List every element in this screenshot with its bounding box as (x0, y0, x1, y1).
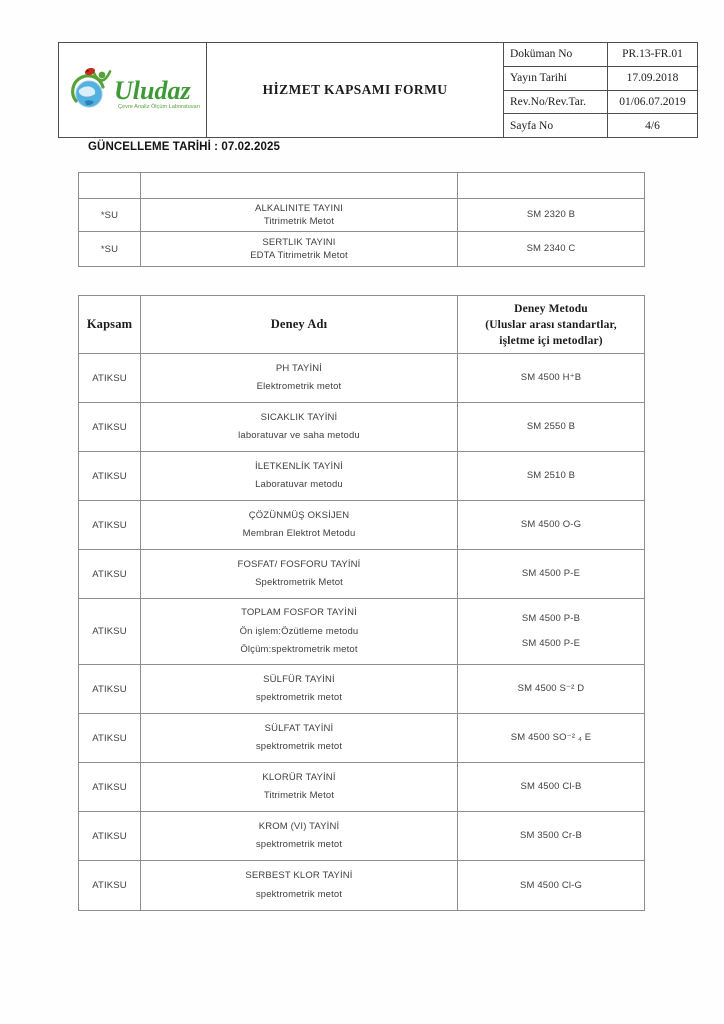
column-header-metod: Deney Metodu (Uluslar arası standartlar, işletme içi metodlar) (485, 302, 617, 347)
doc-info-value: 4/6 (645, 119, 660, 132)
doc-info-table (504, 43, 697, 137)
table-row (79, 403, 644, 452)
kapsam-cell: *SU (79, 199, 141, 231)
globe-icon (76, 81, 102, 107)
doc-info-label: Sayfa No (504, 114, 608, 137)
deney-cell: İLETKENLİK TAYİNİ Laboratuvar metodu (141, 452, 458, 500)
kapsam-cell: ATIKSU (79, 403, 141, 451)
deney-cell: SICAKLIK TAYİNİ laboratuvar ve saha metodu (141, 403, 458, 451)
table-row (79, 665, 644, 714)
metod-cell: SM 4500 P-B SM 4500 P-E (521, 613, 581, 649)
kapsam-cell: ATIKSU (79, 861, 141, 910)
deney-cell: TOPLAM FOSFOR TAYİNİ Ön işlem:Özütleme metodu Ölçüm:spektrometrik metot (141, 599, 458, 664)
deney-cell: ALKALINITE TAYINI Titrimetrik Metot (141, 199, 458, 231)
metod-cell: SM 4500 P-E (521, 568, 581, 579)
deney-cell: KROM (VI) TAYİNİ spektrometrik metot (141, 812, 458, 860)
metod-cell: SM 2550 B (526, 421, 576, 432)
kapsam-cell: ATIKSU (79, 501, 141, 549)
metod-cell: SM 4500 SO⁻² ₄ E (510, 732, 592, 743)
table-row (79, 501, 644, 550)
doc-info-row (504, 114, 697, 137)
su-header-metod (458, 173, 644, 198)
metod-cell: SM 4500 S⁻² D (517, 683, 585, 694)
brand-text: Uludaz (113, 76, 191, 105)
kapsam-cell: ATIKSU (79, 714, 141, 762)
kapsam-cell: ATIKSU (79, 763, 141, 811)
su-table (78, 172, 645, 267)
su-table-body (79, 199, 644, 266)
metod-cell: SM 4500 H⁺B (520, 372, 582, 383)
company-logo (59, 43, 207, 137)
table-row (79, 861, 644, 910)
deney-cell: SERBEST KLOR TAYİNİ spektrometrik metot (141, 861, 458, 910)
su-table-header-row (79, 173, 644, 199)
doc-info-row (504, 43, 697, 67)
form-title-cell (207, 43, 504, 137)
deney-cell: SÜLFAT TAYİNİ spektrometrik metot (141, 714, 458, 762)
doc-info-row (504, 67, 697, 91)
kapsam-cell: ATIKSU (79, 452, 141, 500)
atiksu-table-body (79, 354, 644, 910)
su-header-kapsam (79, 173, 141, 198)
doc-info-value: 17.09.2018 (626, 72, 679, 85)
kapsam-cell: ATIKSU (79, 550, 141, 598)
deney-cell: PH TAYİNİ Elektrometrik metot (141, 354, 458, 402)
deney-cell: SERTLIK TAYINI EDTA Titrimetrik Metot (141, 232, 458, 266)
logo-tagline: Çevre Analiz Ölçüm Laboratuvarı (117, 104, 200, 110)
table-row (79, 812, 644, 861)
form-title: HİZMET KAPSAMI FORMU (262, 82, 448, 97)
doc-info-label: Rev.No/Rev.Tar. (504, 91, 608, 114)
metod-cell: SM 4500 O-G (520, 519, 582, 530)
table-row (79, 199, 644, 232)
update-date: GÜNCELLEME TARİHİ : 07.02.2025 (88, 141, 280, 153)
kapsam-cell: ATIKSU (79, 599, 141, 664)
kapsam-cell: *SU (79, 232, 141, 266)
kapsam-cell: ATIKSU (79, 812, 141, 860)
kapsam-cell: ATIKSU (79, 354, 141, 402)
deney-cell: FOSFAT/ FOSFORU TAYİNİ Spektrometrik Metot (141, 550, 458, 598)
form-header (58, 42, 698, 138)
metod-cell: SM 3500 Cr-B (520, 830, 582, 841)
metod-cell: SM 4500 Cl-G (520, 879, 582, 891)
doc-info-row (504, 91, 697, 115)
table-row (79, 354, 644, 403)
doc-info-value: PR.13-FR.01 (622, 48, 683, 61)
metod-cell: SM 2340 C (526, 243, 576, 254)
table-row (79, 452, 644, 501)
column-header-kapsam: Kapsam (79, 296, 141, 353)
doc-info-value: 01/06.07.2019 (619, 95, 686, 108)
table-row (79, 714, 644, 763)
table-row (79, 763, 644, 812)
logo-graphic (63, 63, 203, 117)
doc-info-label: Doküman No (504, 43, 608, 66)
su-header-deney (141, 173, 458, 198)
metod-cell: SM 2510 B (526, 470, 576, 481)
atiksu-table (78, 295, 645, 911)
deney-cell: SÜLFÜR TAYİNİ spektrometrik metot (141, 665, 458, 713)
table-row (79, 599, 644, 665)
kapsam-cell: ATIKSU (79, 665, 141, 713)
metod-cell: SM 4500 Cl-B (520, 781, 582, 792)
deney-cell: KLORÜR TAYİNİ Titrimetrik Metot (141, 763, 458, 811)
deney-cell: ÇÖZÜNMÜŞ OKSİJEN Membran Elektrot Metodu (141, 501, 458, 549)
table-row (79, 550, 644, 599)
doc-info-label: Yayın Tarihi (504, 67, 608, 90)
atiksu-table-header-row (79, 296, 644, 354)
table-row (79, 232, 644, 266)
metod-cell: SM 2320 B (526, 209, 576, 220)
column-header-deney: Deney Adı (141, 296, 458, 353)
